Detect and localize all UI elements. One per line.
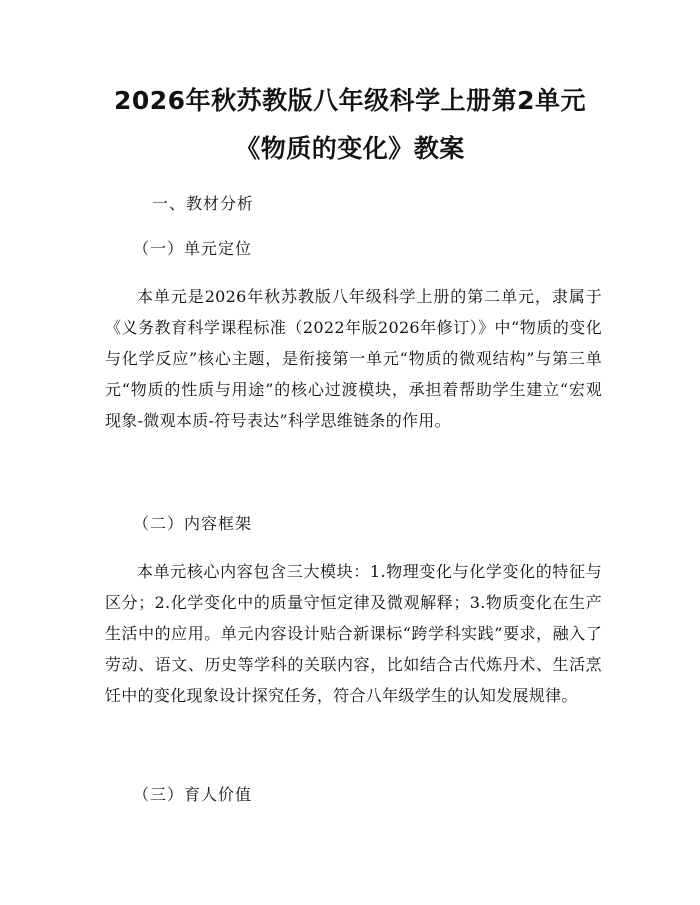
subsection-heading-unit-positioning: （一）单元定位 [133, 239, 253, 258]
section-heading-teaching-material-analysis: 一、教材分析 [152, 194, 255, 213]
paragraph-unit-positioning: 本单元是2026年秋苏教版八年级科学上册的第二单元，隶属于《义务教育科学课程标准（2022年版2026年修订）》中“物质的变化与化学反应”核心主题，是衔接第一单元“物质的微观结构”与第三单元“物质的性质与用途”的核心过渡模块，承担着帮助学生建立“宏观现象-微观本质-符号表达”科学思维链条的作用。 [105, 287, 602, 430]
document-title-line-2: 《物质的变化》教案 [235, 134, 465, 163]
document-title-line-1: 2026年秋苏教版八年级科学上册第2单元 [114, 86, 586, 115]
subsection-heading-educational-value: （三）育人价值 [133, 785, 253, 804]
paragraph-content-framework: 本单元核心内容包含三大模块：1.物理变化与化学变化的特征与区分；2.化学变化中的质量守恒定律及微观解释；3.物质变化在生产生活中的应用。单元内容设计贴合新课标“跨学科实践”要求，融入了劳动、语文、历史等学科的关联内容，比如结合古代炼丹术、生活烹饪中的变化现象设计探究任务，符合八年级学生的认知发展规律。 [105, 562, 602, 705]
subsection-heading-content-framework: （二）内容框架 [133, 514, 253, 533]
